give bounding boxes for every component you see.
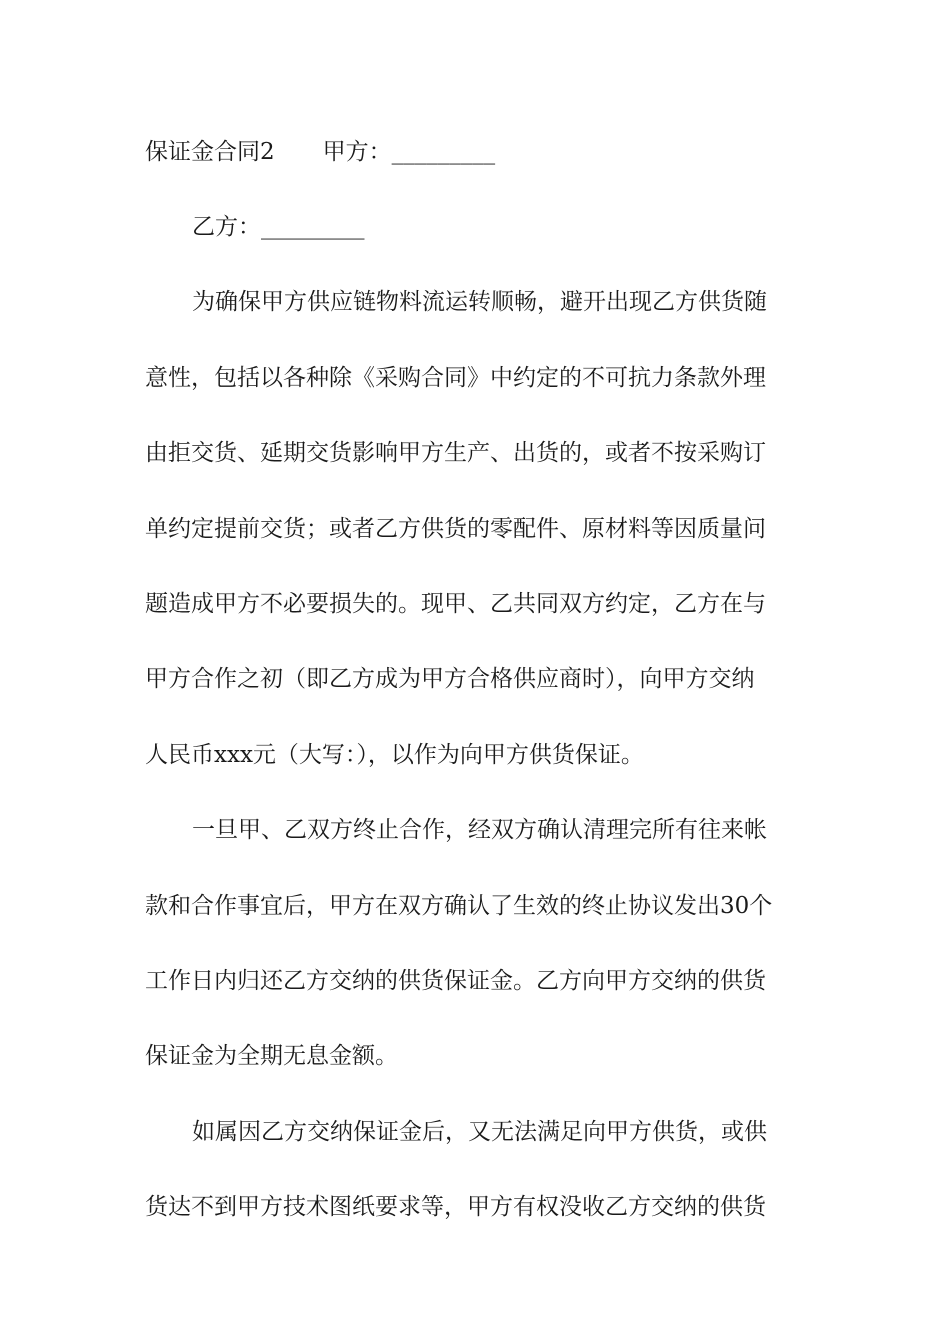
paragraph-2-line-3: 工作日内归还乙方交纳的供货保证金。乙方向甲方交纳的供货: [145, 968, 766, 994]
paragraph-1-line-1: 为确保甲方供应链物料流运转顺畅，避开出现乙方供货随: [192, 289, 767, 315]
paragraph-2-line-4: 保证金为全期无息金额。: [145, 1043, 398, 1069]
paragraph-1-line-6: 甲方合作之初（即乙方成为甲方合格供应商时），向甲方交纳: [145, 666, 755, 692]
paragraph-3-line-1: 如属因乙方交纳保证金后，又无法满足向甲方供货，或供: [192, 1119, 767, 1145]
party-b-line: [192, 212, 857, 242]
party-a-blank: _________: [391, 139, 496, 165]
paragraph-2-line-2: 款和合作事宜后，甲方在双方确认了生效的终止协议发出30个: [145, 893, 773, 919]
paragraph-1-line-7: 人民币xxx元（大写：），以作为向甲方供货保证。: [145, 742, 644, 768]
party-b-blank: _________: [261, 214, 365, 240]
paragraph-1-line-5: 题造成甲方不必要损失的。现甲、乙共同双方约定，乙方在与: [145, 591, 766, 617]
paragraph-1-line-2: 意性，包括以各种除《采购合同》中约定的不可抗力条款外理: [145, 365, 766, 391]
paragraph-1-line-3: 由拒交货、延期交货影响甲方生产、出货的，或者不按采购订: [145, 440, 766, 466]
party-b-label: 乙方：: [192, 214, 261, 240]
document-title: 保证金合同2: [145, 139, 275, 165]
paragraph-3-line-2: 货达不到甲方技术图纸要求等，甲方有权没收乙方交纳的供货: [145, 1194, 766, 1220]
paragraph-2-line-1: 一旦甲、乙双方终止合作，经双方确认清理完所有往来帐: [192, 817, 767, 843]
paragraph-1-line-4: 单约定提前交货；或者乙方供货的零配件、原材料等因质量问: [145, 516, 766, 542]
title-line: [145, 137, 810, 167]
party-a-label: 甲方：: [322, 139, 392, 165]
